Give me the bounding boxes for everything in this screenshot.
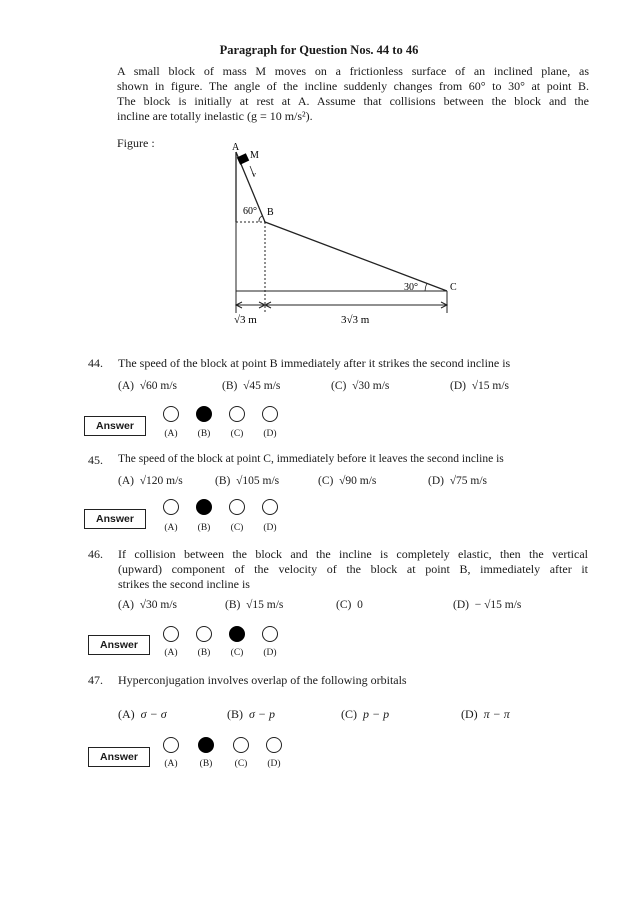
- question-line: strikes the second incline is: [118, 577, 250, 591]
- label-b: B: [267, 207, 274, 218]
- option-c: [318, 475, 376, 487]
- option-letter: (B): [215, 475, 231, 487]
- bubble-d[interactable]: [266, 737, 282, 753]
- question-text: The speed of the block at point C, immediately before it leaves the second incline is: [118, 453, 504, 465]
- paragraph-line: shown in figure. The angle of the incline suddenly changes from 60° to 30° at point B.: [117, 79, 589, 93]
- bubble-c[interactable]: [233, 737, 249, 753]
- bubble-a[interactable]: [163, 737, 179, 753]
- option-b: [227, 707, 275, 722]
- bubble-a[interactable]: [163, 499, 179, 515]
- paragraph-line: A small block of mass M moves on a frictionless surface of an inclined plane, as: [117, 64, 589, 78]
- angle-arc-30: [425, 283, 427, 291]
- option-a: [118, 707, 167, 722]
- label-angle-30: 30°: [404, 282, 418, 293]
- option-value: − √15 m/s: [474, 599, 522, 611]
- option-c: [336, 599, 363, 611]
- bubble-label: (C): [234, 759, 248, 769]
- label-angle-60: 60°: [243, 206, 257, 217]
- option-value: √105 m/s: [236, 475, 280, 487]
- option-letter: (D): [450, 380, 466, 392]
- dim-right-label: 3√3 m: [341, 314, 370, 326]
- question-text: The speed of the block at point B immediately after it strikes the second incline is: [118, 356, 511, 370]
- question-line: (upward) component of the velocity of the block at point B, immediately after it: [118, 562, 588, 576]
- label-m: M: [250, 150, 259, 161]
- answer-label: Answer: [84, 416, 146, 436]
- bubble-label: (D): [263, 523, 277, 533]
- bubble-label: (D): [263, 648, 277, 658]
- bubble-b[interactable]: [198, 737, 214, 753]
- question-line: If collision between the block and the incline is completely elastic, then the vertical: [118, 547, 588, 561]
- bubble-label: (D): [263, 429, 277, 439]
- option-b: [215, 475, 279, 487]
- bubble-label: (A): [164, 648, 178, 658]
- bubble-b[interactable]: [196, 499, 212, 515]
- option-d: [461, 707, 510, 722]
- bubble-label: (A): [164, 429, 178, 439]
- bubble-label: (C): [230, 429, 244, 439]
- option-b: [222, 380, 280, 392]
- option-value: √30 m/s: [352, 380, 390, 392]
- angle-arc-60: [259, 216, 262, 222]
- question-number: 46.: [88, 547, 103, 561]
- option-value: p − p: [363, 707, 390, 721]
- option-d: [450, 380, 509, 392]
- bubble-label: (C): [230, 523, 244, 533]
- question-number: 47.: [88, 673, 103, 687]
- option-letter: (C): [341, 707, 357, 721]
- label-c: C: [450, 282, 457, 293]
- bubble-label: (B): [197, 523, 211, 533]
- second-incline: [265, 222, 447, 291]
- option-c: [331, 380, 389, 392]
- bubble-a[interactable]: [163, 626, 179, 642]
- option-a: [118, 380, 177, 392]
- figure-label: Figure :: [117, 136, 155, 150]
- label-a: A: [232, 142, 240, 153]
- bubble-label: (A): [164, 759, 178, 769]
- answer-label: Answer: [88, 747, 150, 767]
- paragraph-line: incline are totally inelastic (g = 10 m/s²).: [117, 109, 313, 123]
- option-b: [225, 599, 283, 611]
- page-title: Paragraph for Question Nos. 44 to 46: [219, 43, 419, 57]
- question-number: 44.: [88, 356, 103, 370]
- option-value: √60 m/s: [139, 380, 178, 392]
- option-c: [341, 707, 389, 722]
- dim-left-label: √3 m: [234, 314, 257, 326]
- option-value: √120 m/s: [139, 475, 183, 487]
- option-letter: (A): [118, 707, 135, 721]
- bubble-d[interactable]: [262, 626, 278, 642]
- question-text: [118, 547, 588, 592]
- block-m: [237, 153, 249, 164]
- option-letter: (B): [222, 380, 238, 392]
- option-letter: (A): [118, 599, 134, 611]
- bubble-label: (D): [267, 759, 281, 769]
- bubble-c[interactable]: [229, 499, 245, 515]
- option-a: [118, 599, 177, 611]
- option-d: [428, 475, 487, 487]
- option-letter: (B): [225, 599, 241, 611]
- bubble-a[interactable]: [163, 406, 179, 422]
- question-number: 45.: [88, 453, 103, 467]
- option-value: √90 m/s: [339, 475, 377, 487]
- bubble-label: (B): [197, 429, 211, 439]
- option-value: √15 m/s: [471, 380, 510, 392]
- answer-label: Answer: [88, 635, 150, 655]
- bubble-label: (A): [164, 523, 178, 533]
- label-v: v: [252, 170, 256, 179]
- question-text: Hyperconjugation involves overlap of the following orbitals: [118, 673, 407, 687]
- bubble-d[interactable]: [262, 499, 278, 515]
- option-letter: (D): [453, 599, 469, 611]
- bubble-d[interactable]: [262, 406, 278, 422]
- option-letter: (C): [331, 380, 347, 392]
- option-value: √15 m/s: [246, 599, 284, 611]
- bubble-b[interactable]: [196, 626, 212, 642]
- option-letter: (A): [118, 475, 134, 487]
- option-value: √45 m/s: [243, 380, 281, 392]
- option-letter: (C): [336, 599, 352, 611]
- option-letter: (A): [118, 380, 134, 392]
- bubble-c[interactable]: [229, 626, 245, 642]
- option-letter: (B): [227, 707, 243, 721]
- option-letter: (C): [318, 475, 334, 487]
- option-a: [118, 475, 183, 487]
- option-value: √30 m/s: [139, 599, 178, 611]
- bubble-label: (B): [199, 759, 213, 769]
- bubble-label: (C): [230, 648, 244, 658]
- answer-label: Answer: [84, 509, 146, 529]
- paragraph-line: The block is initially at rest at A. Assume that collisions between the block and the: [117, 94, 589, 108]
- option-d: [453, 599, 521, 611]
- bubble-label: (B): [197, 648, 211, 658]
- option-value: π − π: [483, 707, 510, 721]
- option-value: √75 m/s: [449, 475, 488, 487]
- option-value: σ − p: [249, 707, 276, 721]
- bubble-b[interactable]: [196, 406, 212, 422]
- option-value: σ − σ: [140, 707, 167, 721]
- option-letter: (D): [428, 475, 444, 487]
- option-letter: (D): [461, 707, 478, 721]
- bubble-c[interactable]: [229, 406, 245, 422]
- option-value: 0: [357, 599, 363, 611]
